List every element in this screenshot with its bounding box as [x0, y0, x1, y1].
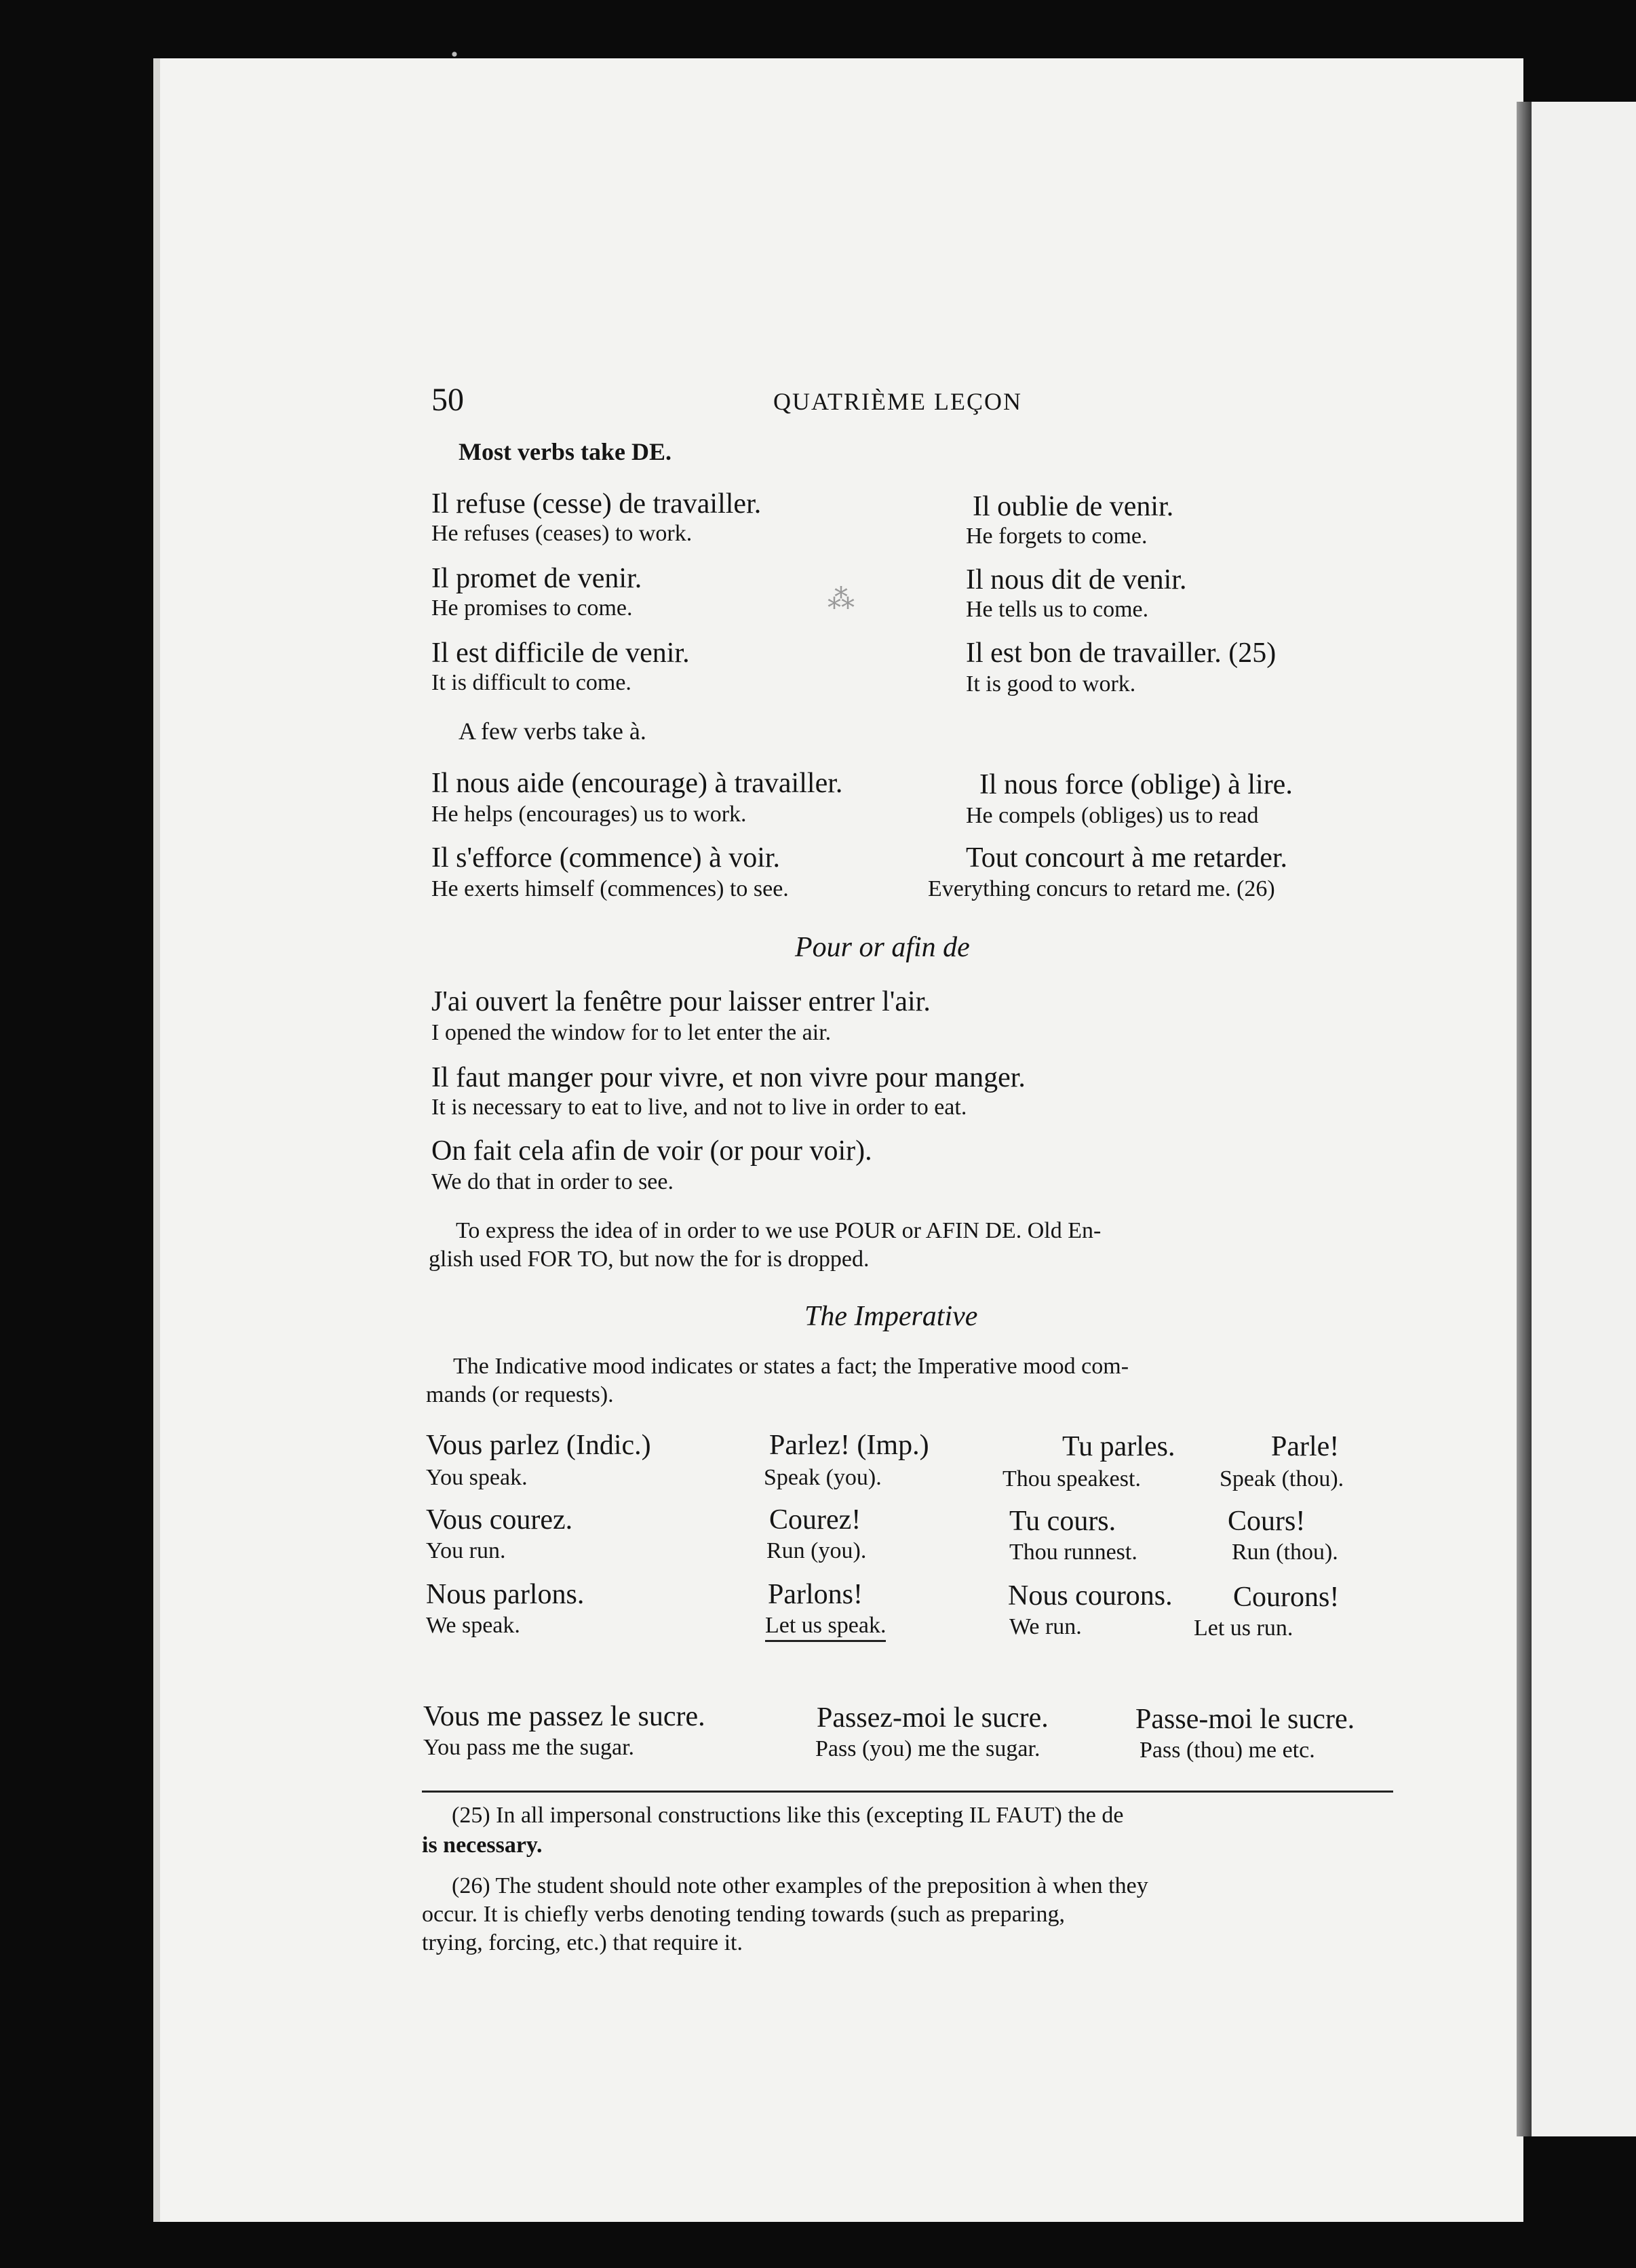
de-example-en: It is difficult to come. — [431, 670, 631, 695]
a-example-fr: Il s'efforce (commence) à voir. — [431, 842, 781, 874]
pour-example-fr: J'ai ouvert la fenêtre pour laisser entrer l'air. — [431, 986, 931, 1017]
conj-en: Let us speak. — [765, 1614, 886, 1642]
sugar-en: Pass (thou) me etc. — [1140, 1738, 1315, 1763]
sugar-fr: Passez-moi le sucre. — [817, 1702, 1049, 1734]
de-example-en: He promises to come. — [431, 595, 633, 621]
a-example-en: Everything concurs to retard me. (26) — [928, 876, 1275, 901]
de-example-fr: Il refuse (cesse) de travailler. — [431, 488, 762, 520]
footnote-line: (25) In all impersonal constructions like this (excepting IL FAUT) the de — [452, 1803, 1124, 1828]
conj-fr: Parlez! (Imp.) — [769, 1430, 929, 1461]
conj-en: Run (thou). — [1232, 1540, 1338, 1565]
footnote-line: trying, forcing, etc.) that require it. — [422, 1930, 743, 1955]
conj-fr: Courons! — [1233, 1582, 1340, 1613]
pour-note-line: glish used FOR TO, but now the for is dropped. — [429, 1247, 870, 1272]
scan-blot: ⁂ — [827, 584, 855, 614]
a-example-en: He compels (obliges) us to read — [966, 803, 1259, 828]
conj-fr: Vous courez. — [426, 1504, 573, 1536]
a-intro: A few verbs take à. — [459, 718, 646, 745]
sugar-en: Pass (you) me the sugar. — [815, 1736, 1040, 1761]
a-example-fr: Il nous aide (encourage) à travailler. — [431, 768, 843, 799]
conj-fr: Nous courons. — [1008, 1580, 1173, 1611]
footnote-line: is necessary. — [422, 1833, 543, 1858]
sugar-fr: Passe-moi le sucre. — [1135, 1704, 1355, 1735]
pour-note-line: To express the idea of in order to we use POUR or AFIN DE. Old En- — [456, 1218, 1102, 1243]
conj-fr: Vous parlez (Indic.) — [426, 1430, 651, 1461]
conj-en: We speak. — [426, 1613, 520, 1638]
de-example-en: He forgets to come. — [966, 524, 1148, 549]
scan-speck: · — [448, 32, 461, 77]
de-example-fr: Il oublie de venir. — [973, 491, 1174, 522]
pour-example-fr: Il faut manger pour vivre, et non vivre pour manger. — [431, 1062, 1026, 1093]
conj-en: We run. — [1009, 1614, 1082, 1639]
de-example-fr: Il est bon de travailler. (25) — [966, 638, 1277, 669]
a-example-fr: Il nous force (oblige) à lire. — [979, 769, 1293, 800]
de-example-fr: Il nous dit de venir. — [966, 564, 1187, 595]
conj-en: Let us run. — [1194, 1616, 1293, 1641]
a-example-en: He helps (encourages) us to work. — [431, 802, 747, 827]
page-gutter-shadow — [1517, 102, 1532, 2136]
footnote-rule — [422, 1791, 1393, 1793]
a-example-en: He exerts himself (commences) to see. — [431, 876, 789, 901]
de-example-fr: Il promet de venir. — [431, 563, 642, 594]
footnote-line: (26) The student should note other examples of the preposition à when they — [452, 1873, 1148, 1898]
page-number: 50 — [431, 382, 464, 418]
conj-en: Thou runnest. — [1009, 1540, 1137, 1565]
conj-fr: Parlons! — [768, 1579, 863, 1610]
pour-example-en: I opened the window for to let enter the air. — [431, 1020, 832, 1045]
imperative-intro-line: mands (or requests). — [426, 1382, 614, 1407]
sugar-en: You pass me the sugar. — [423, 1735, 635, 1760]
de-intro: Most verbs take DE. — [459, 438, 671, 465]
conj-fr: Cours! — [1228, 1506, 1306, 1537]
conj-en: Thou speakest. — [1002, 1466, 1141, 1491]
conj-fr: Tu cours. — [1009, 1506, 1116, 1537]
a-example-fr: Tout concourt à me retarder. — [966, 842, 1288, 874]
pour-example-fr: On fait cela afin de voir (or pour voir). — [431, 1135, 872, 1167]
conj-en: Run (you). — [766, 1538, 867, 1563]
facing-page-edge — [1532, 102, 1636, 2136]
de-example-fr: Il est difficile de venir. — [431, 638, 690, 669]
conj-fr: Tu parles. — [1062, 1431, 1175, 1462]
de-example-en: He tells us to come. — [966, 597, 1149, 622]
conj-fr: Nous parlons. — [426, 1579, 585, 1610]
pour-heading: Pour or afin de — [795, 932, 970, 963]
conj-en: You run. — [426, 1538, 506, 1563]
sugar-fr: Vous me passez le sucre. — [423, 1701, 705, 1732]
de-example-en: It is good to work. — [966, 671, 1136, 697]
imperative-heading: The Imperative — [804, 1301, 978, 1332]
pour-example-en: It is necessary to eat to live, and not to live in order to eat. — [431, 1095, 967, 1120]
footnote-line: occur. It is chiefly verbs denoting tending towards (such as preparing, — [422, 1902, 1065, 1927]
pour-example-en: We do that in order to see. — [431, 1169, 674, 1194]
de-example-en: He refuses (ceases) to work. — [431, 521, 693, 546]
conj-en: Speak (thou). — [1220, 1466, 1344, 1491]
running-head: QUATRIÈME LEÇON — [773, 388, 1022, 415]
conj-en: Speak (you). — [764, 1465, 882, 1490]
conj-fr: Parle! — [1271, 1431, 1340, 1462]
conj-fr: Courez! — [769, 1504, 861, 1536]
conj-en: You speak. — [426, 1465, 528, 1490]
imperative-intro-line: The Indicative mood indicates or states a fact; the Imperative mood com- — [453, 1354, 1129, 1379]
